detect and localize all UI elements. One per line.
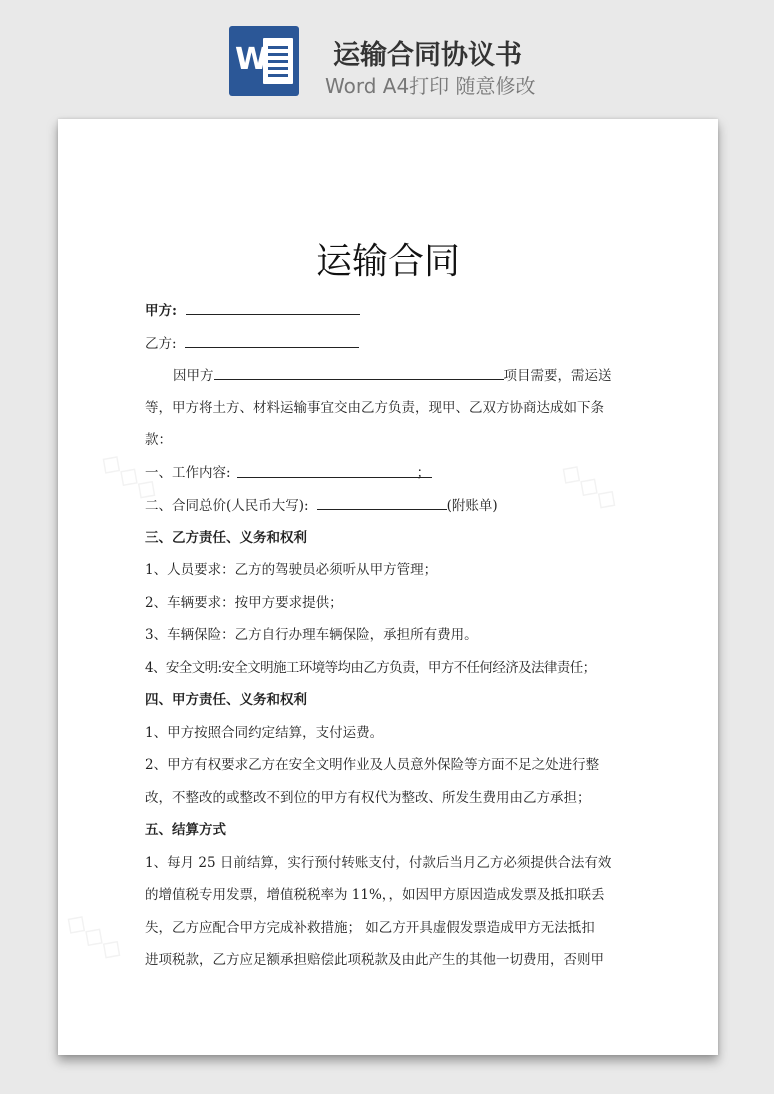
contract-price-line (145, 495, 498, 516)
work-content-blank (237, 463, 432, 481)
section-5-item-1a: 1、每月 25 日前结算，实行预付转账支付，付款后当月乙方必须提供合法有效 (145, 855, 612, 871)
document-page (58, 119, 718, 1055)
section-3-heading: 三、乙方责任、义务和权利 (145, 530, 307, 546)
intro-line-2: 等，甲方将土方、材料运输事宜交由乙方负责，现甲、乙双方协商达成如下条 (145, 400, 604, 416)
section-3-item-3: 3、车辆保险：乙方自行办理车辆保险，承担所有费用。 (145, 627, 478, 643)
header-title: 运输合同协议书 (333, 40, 522, 71)
section-3-item-2: 2、车辆要求：按甲方要求提供； (145, 595, 343, 611)
party-a-blank (186, 300, 360, 315)
section-4-item-1: 1、甲方按照合同约定结算，支付运费。 (145, 725, 384, 741)
section-5-item-1c: 失，乙方应配合甲方完成补救措施； 如乙方开具虚假发票造成甲方无法抵扣 (145, 920, 595, 936)
intro-line-3: 款： (145, 432, 172, 448)
project-blank (214, 365, 504, 380)
contract-price-note: (附账单) (446, 498, 498, 514)
party-a-line (145, 300, 360, 321)
section-3-item-1: 1、人员要求：乙方的驾驶员必须听从甲方管理； (145, 562, 438, 578)
section-5-heading: 五、结算方式 (145, 822, 226, 838)
section-4-item-2b: 改，不整改的或整改不到位的甲方有权代为整改、所发生费用由乙方承担； (145, 790, 591, 806)
work-content-line (145, 463, 432, 483)
work-content-label: 一、工作内容: (145, 465, 231, 481)
section-4-heading: 四、甲方责任、义务和权利 (145, 692, 307, 708)
header-subtitle: Word A4打印 随意修改 (325, 74, 536, 98)
party-b-blank (185, 333, 359, 348)
party-a-label: 甲方: (145, 303, 177, 319)
watermark: ◇◇◇ (94, 443, 167, 508)
page-header (0, 0, 774, 110)
section-4-item-2a: 2、甲方有权要求乙方在安全文明作业及人员意外保险等方面不足之处进行整 (145, 757, 600, 773)
party-b-label: 乙方: (145, 336, 177, 352)
intro-text-a: 因甲方 (173, 368, 214, 384)
word-letter: W (235, 42, 269, 77)
work-content-end: ； (416, 465, 431, 481)
intro-line-1 (173, 365, 612, 386)
party-b-line (145, 333, 359, 354)
contract-price-blank (317, 495, 447, 510)
section-5-item-1d: 进项税款，乙方应足额承担赔偿此项税款及由此产生的其他一切费用，否则甲 (145, 952, 604, 968)
section-3-item-4: 4、安全文明:安全文明施工环境等均由乙方负责，甲方不任何经济及法律责任； (145, 660, 596, 676)
contract-price-label: 二、合同总价(人民币大写): (145, 498, 309, 514)
document-title: 运输合同 (315, 241, 460, 282)
word-document-icon (229, 26, 299, 96)
watermark: ◇◇◇ (554, 453, 627, 518)
section-5-item-1b: 的增值税专用发票，增值税税率为 11%，，如因甲方原因造成发票及抵扣联丢 (145, 887, 605, 903)
watermark: ◇◇◇ (59, 903, 132, 968)
intro-text-b: 项目需要，需运送 (503, 368, 612, 384)
